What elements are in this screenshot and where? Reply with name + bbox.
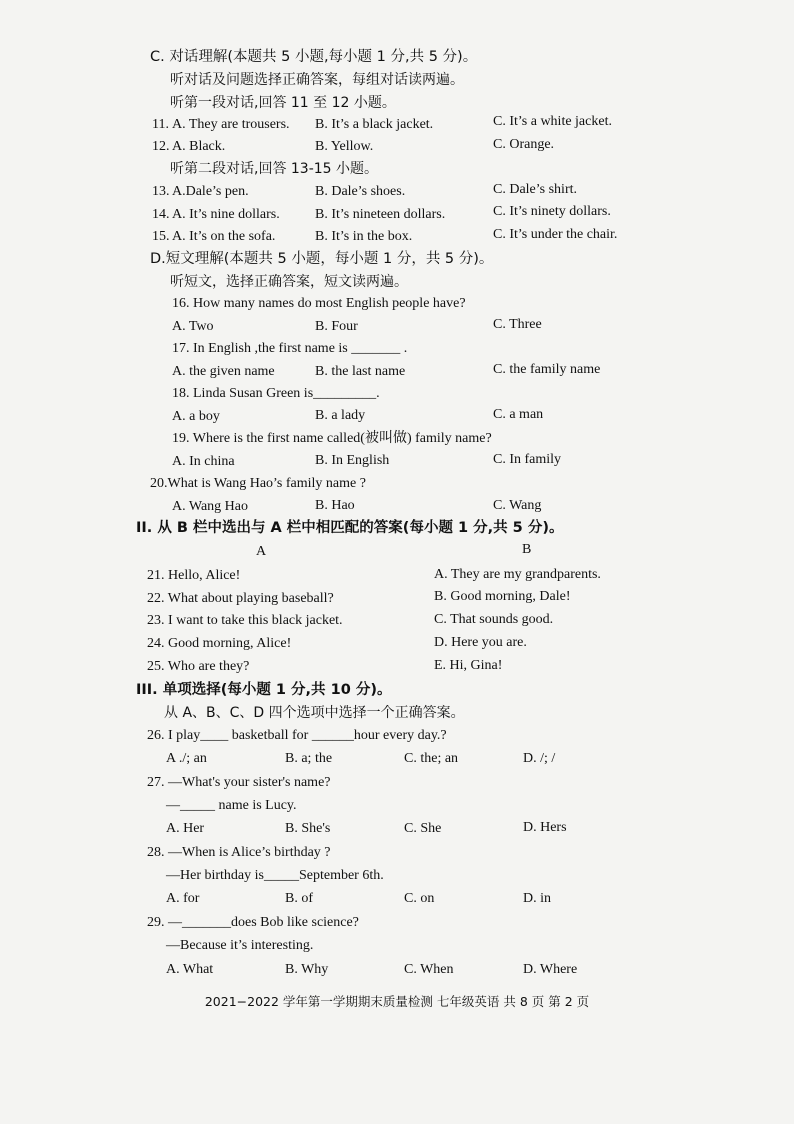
- q29-option-c: C. When: [404, 962, 454, 977]
- q26-option-d: D. /; /: [523, 751, 556, 766]
- q19-option-b: B. In English: [315, 453, 390, 468]
- q11-option-c: C. It’s a white jacket.: [493, 114, 612, 129]
- q29-stem-2: —Because it’s interesting.: [166, 938, 314, 953]
- q15-number: 15.: [152, 229, 170, 244]
- section-ii-title: II. 从 B 栏中选出与 A 栏中相匹配的答案(每小题 1 分,共 5 分)。: [136, 520, 564, 536]
- q16-option-a: A. Two: [172, 319, 214, 334]
- q29-option-a: A. What: [166, 962, 214, 977]
- q19-option-a: A. In china: [172, 454, 235, 469]
- match-a-24: 24. Good morning, Alice!: [147, 636, 292, 651]
- match-b-b: B. Good morning, Dale!: [434, 589, 571, 604]
- q28-option-b: B. of: [285, 891, 313, 906]
- match-b-c: C. That sounds good.: [434, 612, 554, 627]
- q27-option-c: C. She: [404, 821, 442, 836]
- q14-option-c: C. It’s ninety dollars.: [493, 204, 611, 219]
- q20-option-a: A. Wang Hao: [172, 499, 248, 514]
- q15-option-c: C. It’s under the chair.: [493, 227, 618, 242]
- q11-option-a: A. They are trousers.: [172, 117, 290, 132]
- q29-option-b: B. Why: [285, 962, 329, 977]
- q12-option-a: A. Black.: [172, 139, 226, 154]
- q16-stem: 16. How many names do most English people have?: [172, 296, 466, 311]
- q28-stem: 28. —When is Alice’s birthday ?: [147, 845, 331, 860]
- q28-stem-2: —Her birthday is_____September 6th.: [166, 868, 384, 883]
- q11-number: 11.: [152, 117, 169, 132]
- q19-stem: 19. Where is the first name called(被叫做) family name?: [172, 431, 492, 446]
- q16-option-b: B. Four: [315, 319, 358, 334]
- q27-option-d: D. Hers: [523, 820, 567, 835]
- section-c-title: C. 对话理解(本题共 5 小题,每小题 1 分,共 5 分)。: [150, 49, 478, 65]
- q19-option-c: C. In family: [493, 452, 562, 467]
- q17-stem: 17. In English ,the first name is _______ .: [172, 341, 408, 356]
- q13-option-b: B. Dale’s shoes.: [315, 184, 406, 199]
- q28-option-c: C. on: [404, 891, 435, 906]
- q26-stem: 26. I play____ basketball for ______hour every day.?: [147, 728, 447, 743]
- q18-option-a: A. a boy: [172, 409, 220, 424]
- section-d-title: D.短文理解(本题共 5 小题，每小题 1 分，共 5 分)。: [150, 251, 494, 267]
- q14-option-a: A. It’s nine dollars.: [172, 207, 280, 222]
- q13-option-c: C. Dale’s shirt.: [493, 182, 577, 197]
- q27-option-a: A. Her: [166, 821, 205, 836]
- q27-stem: 27. —What's your sister's name?: [147, 775, 331, 790]
- q14-number: 14.: [152, 207, 170, 222]
- q13-option-a: A.Dale’s pen.: [172, 184, 249, 199]
- q17-option-b: B. the last name: [315, 364, 406, 379]
- section-iii-title: III. 单项选择(每小题 1 分,共 10 分)。: [136, 682, 392, 698]
- q26-option-b: B. a; the: [285, 751, 333, 766]
- section-c-instruction: 听对话及问题选择正确答案，每组对话读两遍。: [170, 72, 464, 88]
- match-a-25: 25. Who are they?: [147, 659, 250, 674]
- column-b-header: B: [522, 542, 532, 557]
- match-a-23: 23. I want to take this black jacket.: [147, 613, 343, 628]
- q20-stem: 20.What is Wang Hao’s family name ?: [150, 476, 366, 491]
- q12-number: 12.: [152, 139, 170, 154]
- match-a-22: 22. What about playing baseball?: [147, 591, 334, 606]
- q29-stem: 29. —_______does Bob like science?: [147, 915, 359, 930]
- q16-option-c: C. Three: [493, 317, 542, 332]
- q27-option-b: B. She's: [285, 821, 331, 836]
- q17-option-c: C. the family name: [493, 362, 601, 377]
- q15-option-a: A. It’s on the sofa.: [172, 229, 276, 244]
- q27-stem-2: —_____ name is Lucy.: [166, 798, 297, 813]
- match-a-21: 21. Hello, Alice!: [147, 568, 241, 583]
- dialog-1-instruction: 听第一段对话,回答 11 至 12 小题。: [170, 95, 396, 111]
- q18-option-b: B. a lady: [315, 408, 366, 423]
- q20-option-c: C. Wang: [493, 498, 542, 513]
- q26-option-c: C. the; an: [404, 751, 459, 766]
- q12-option-b: B. Yellow.: [315, 139, 374, 154]
- q18-option-c: C. a man: [493, 407, 544, 422]
- q20-option-b: B. Hao: [315, 498, 355, 513]
- q29-option-d: D. Where: [523, 962, 578, 977]
- q17-option-a: A. the given name: [172, 364, 275, 379]
- q13-number: 13.: [152, 184, 170, 199]
- q26-option-a: A ./; an: [166, 751, 207, 766]
- q11-option-b: B. It’s a black jacket.: [315, 117, 434, 132]
- match-b-e: E. Hi, Gina!: [434, 658, 503, 673]
- column-a-header: A: [256, 544, 267, 559]
- section-iii-instruction: 从 A、B、C、D 四个选项中选择一个正确答案。: [164, 705, 465, 721]
- q28-option-d: D. in: [523, 891, 551, 906]
- q15-option-b: B. It’s in the box.: [315, 229, 413, 244]
- section-d-instruction: 听短文，选择正确答案，短文读两遍。: [170, 274, 408, 290]
- match-b-d: D. Here you are.: [434, 635, 527, 650]
- q12-option-c: C. Orange.: [493, 137, 555, 152]
- q18-stem: 18. Linda Susan Green is_________.: [172, 386, 380, 401]
- dialog-2-instruction: 听第二段对话,回答 13-15 小题。: [170, 161, 379, 177]
- match-b-a: A. They are my grandparents.: [434, 567, 601, 582]
- q28-option-a: A. for: [166, 891, 200, 906]
- q14-option-b: B. It’s nineteen dollars.: [315, 207, 446, 222]
- page-footer: 2021−2022 学年第一学期期末质量检测 七年级英语 共 8 页 第 2 页: [204, 994, 590, 1009]
